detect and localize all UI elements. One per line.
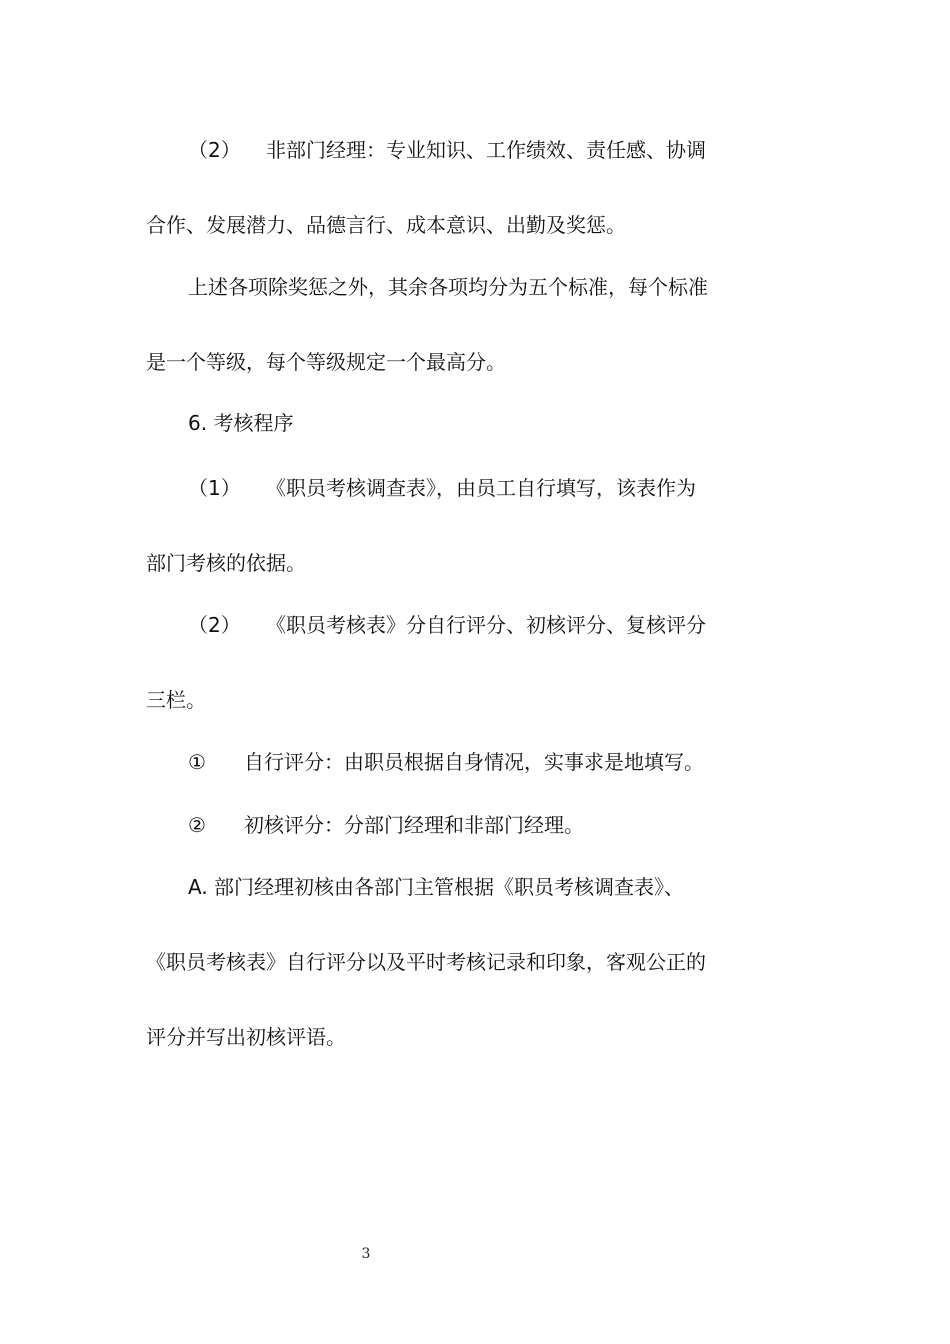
list-marker: （1） [188, 476, 241, 500]
section-heading: 6. 考核程序 [188, 411, 294, 435]
page-number: 3 [361, 1246, 371, 1262]
paragraph-line: A. 部门经理初核由各部门主管根据《职员考核调查表》、 [188, 875, 685, 899]
list-marker: （2） [188, 613, 241, 637]
paragraph-line: 合作、发展潜力、品德言行、成本意识、出勤及奖惩。 [146, 213, 626, 237]
paragraph-text: 《职员考核表》分自行评分、初核评分、复核评分 [266, 613, 706, 637]
paragraph-line: 上述各项除奖惩之外，其余各项均分为五个标准，每个标准 [188, 275, 708, 299]
list-item-text: 自行评分：由职员根据自身情况，实事求是地填写。 [244, 750, 704, 774]
paragraph-line: 是一个等级，每个等级规定一个最高分。 [146, 350, 506, 374]
paragraph-text: 非部门经理：专业知识、工作绩效、责任感、协调 [266, 138, 706, 162]
list-marker: （2） [188, 138, 241, 162]
list-marker: ① [188, 750, 206, 774]
paragraph-line [188, 136, 828, 164]
paragraph-line: 评分并写出初核评语。 [146, 1025, 346, 1049]
paragraph-line: 《职员考核表》自行评分以及平时考核记录和印象，客观公正的 [146, 950, 706, 974]
paragraph-line: 三栏。 [146, 688, 206, 712]
paragraph-line [188, 611, 828, 639]
list-marker: ② [188, 813, 206, 837]
list-item [188, 748, 828, 776]
list-item [188, 811, 828, 839]
paragraph-line: 部门考核的依据。 [146, 551, 306, 575]
list-item-text: 初核评分：分部门经理和非部门经理。 [244, 813, 584, 837]
paragraph-text: 《职员考核调查表》，由员工自行填写，该表作为 [266, 476, 696, 500]
paragraph-line [188, 474, 828, 502]
